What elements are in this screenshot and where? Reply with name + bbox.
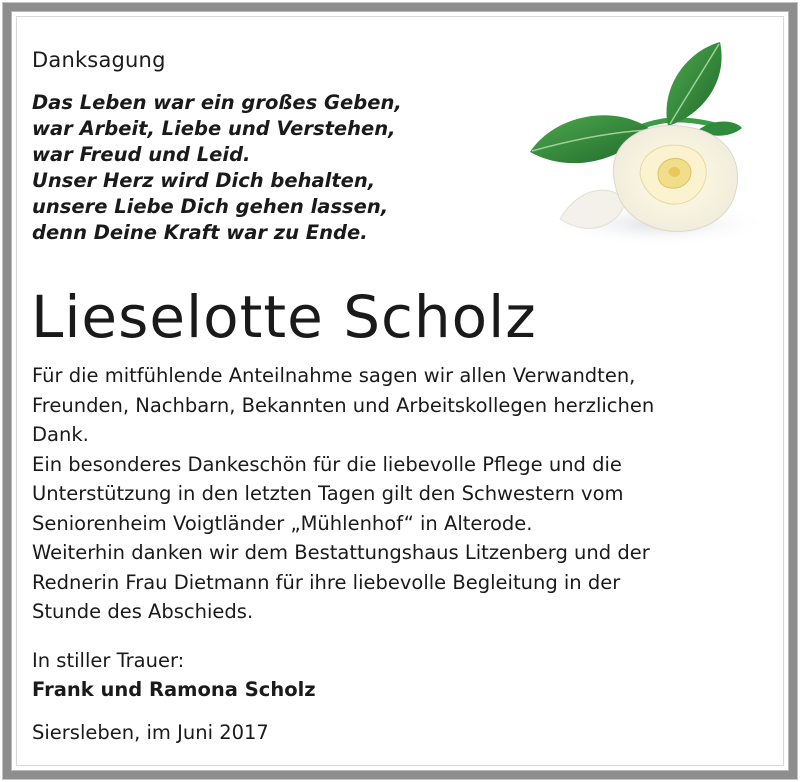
poem-line: war Freud und Leid. (32, 143, 251, 166)
text-line: Weiterhin danken wir dem Bestattungshaus Litzenberg und der (32, 541, 650, 564)
poem-line: denn Deine Kraft war zu Ende. (32, 221, 368, 244)
text-line: Unterstützung in den letzten Tagen gilt den Schwestern vom (32, 482, 624, 505)
text-line: Rednerin Frau Dietmann für ihre liebevolle Begleitung in der (32, 570, 621, 594)
white-rose-icon (520, 34, 760, 254)
text-line: Seniorenheim Voigtländer „Mühlenhof“ in Alterode. (32, 511, 533, 535)
poem-line: war Arbeit, Liebe und Verstehen, (32, 117, 396, 140)
text-line: Für die mitfühlende Anteilnahme sagen wir allen Verwandten, (32, 364, 636, 387)
heading-danksagung: Danksagung (32, 48, 166, 72)
mourning-block (32, 646, 316, 704)
thank-you-text (32, 361, 772, 627)
poem-line: Unser Herz wird Dich behalten, (32, 169, 376, 192)
text-line: Freunden, Nachbarn, Bekannten und Arbeitskollegen herzlichen (32, 393, 655, 417)
place-and-date: Siersleben, im Juni 2017 (32, 721, 269, 744)
mourning-intro: In stiller Trauer: (32, 649, 185, 672)
deceased-name: Lieselotte Scholz (31, 283, 537, 351)
poem-line: Das Leben war ein großes Geben, (32, 91, 402, 114)
text-line: Dank. (32, 423, 89, 446)
text-line: Ein besonderes Dankeschön für die liebevolle Pflege und die (32, 452, 622, 476)
mourners-names: Frank und Ramona Scholz (32, 678, 316, 701)
text-line: Stunde des Abschieds. (32, 600, 254, 623)
poem-line: unsere Liebe Dich gehen lassen, (32, 195, 389, 218)
poem (32, 90, 402, 246)
